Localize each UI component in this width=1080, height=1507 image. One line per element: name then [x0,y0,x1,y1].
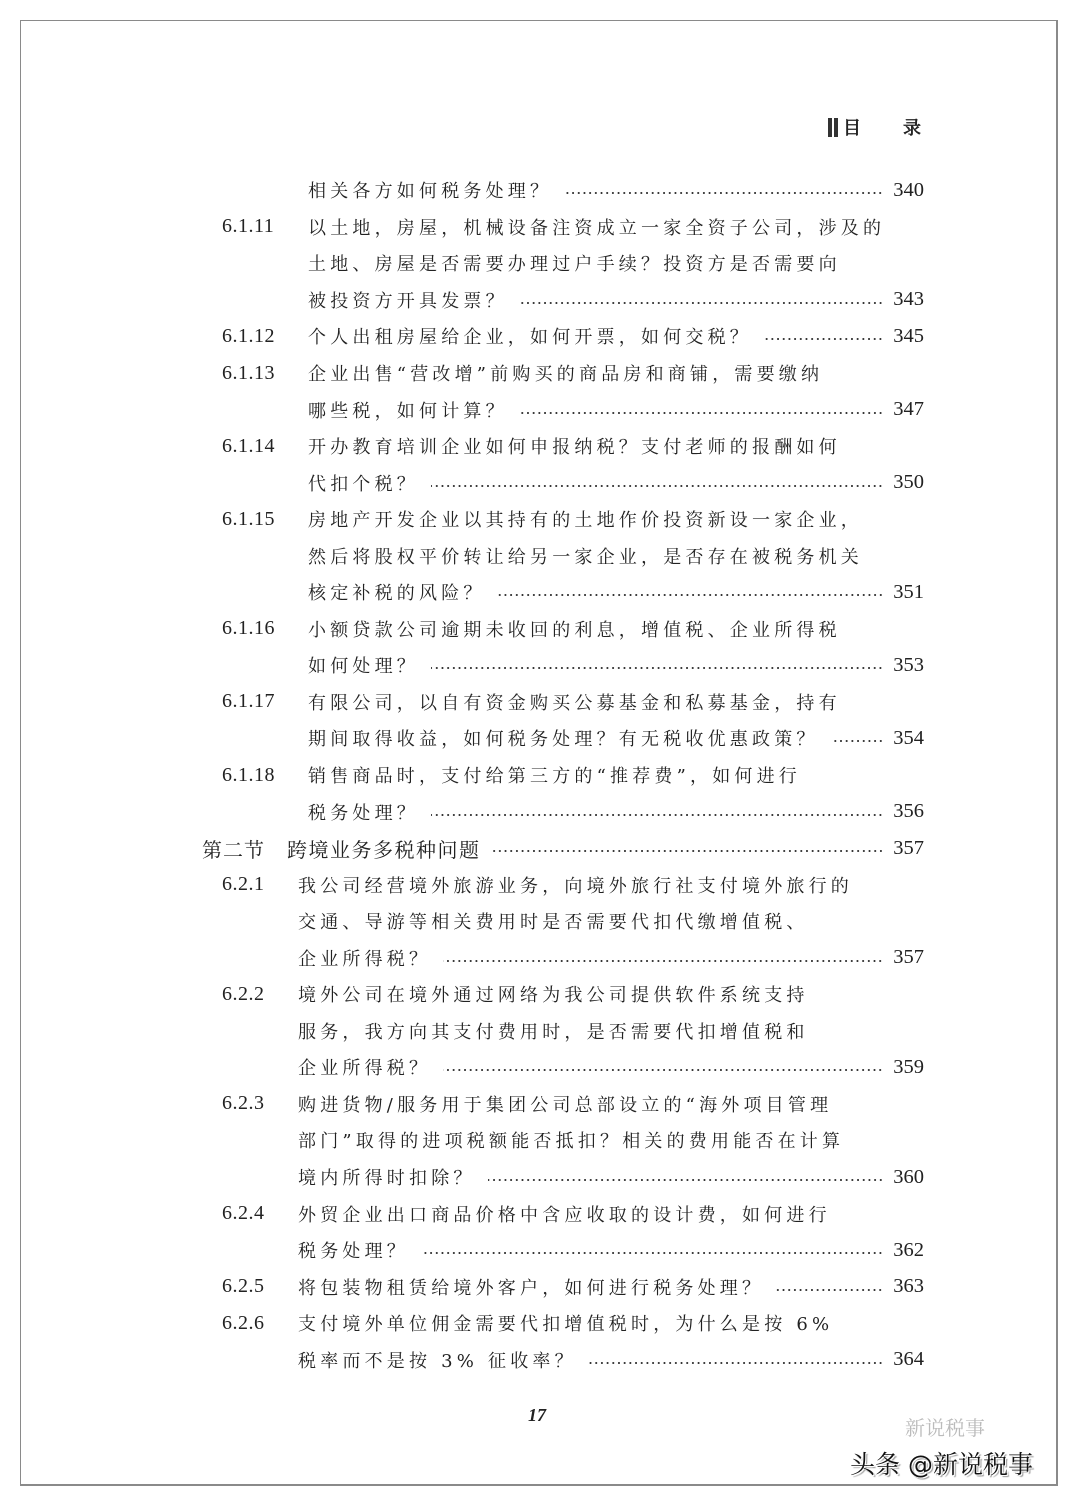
toc-entry-number: 6.1.16 [222,617,275,640]
toc-entry-number: 6.2.5 [222,1275,265,1298]
toc-entry-title: 部门”取得的进项税额能否抵扣？相关的费用能否在计算 [298,1131,845,1153]
toc-page-number: 356 [893,800,924,823]
toc-page-number: 359 [893,1055,924,1078]
toc-entry-title: 外贸企业出口商品价格中含应收取的设计费，如何进行 [298,1204,831,1226]
toc-page-number: 351 [893,580,924,603]
toc-entry-title: 境外公司在境外通过网络为我公司提供软件系统支持 [298,985,809,1007]
toc-leader-dots [443,1068,883,1072]
toc-entry-row[interactable] [0,903,1080,940]
toc-entry-number: 6.1.12 [222,324,275,347]
toc-entry-row[interactable] [0,1305,1080,1342]
toc-entry-row[interactable] [0,1342,1080,1379]
toc-entry-title: 被投资方开具发票？ [308,290,508,312]
watermark-faint: 新说税事 [905,1416,985,1440]
toc-entry-row[interactable] [0,282,1080,319]
toc-entry-title: 境内所得时扣除？ [298,1168,476,1190]
toc-entry-title: 支付境外单位佣金需要代扣增值税时，为什么是按 6% [298,1314,834,1336]
toc-entry-row[interactable] [0,1086,1080,1123]
header-bars-icon [828,118,832,137]
toc-entry-number: 6.1.14 [222,434,275,457]
toc-entry-row[interactable] [0,318,1080,355]
running-head-part1: 目 [843,118,861,139]
table-of-contents [0,172,1080,1378]
toc-page-number: 360 [893,1165,924,1188]
toc-entry-title: 核定补税的风险？ [308,583,486,605]
toc-entry-title: 代扣个税？ [308,473,419,495]
toc-entry-number: 6.2.2 [222,982,265,1005]
toc-leader-dots [431,666,883,670]
toc-entry-row[interactable] [0,1268,1080,1305]
toc-entry-title: 企业所得税？ [298,948,432,970]
toc-entry-title: 哪些税，如何计算？ [308,400,508,422]
toc-leader-dots [431,484,883,488]
toc-entry-title: 企业出售“营改增”前购买的商品房和商铺，需要缴纳 [308,364,824,385]
toc-entry-title: 服务，我方向其支付费用时，是否需要代扣增值税和 [298,1021,809,1043]
toc-entry-row[interactable] [0,611,1080,648]
toc-leader-dots [764,337,883,341]
toc-entry-title: 然后将股权平价转让给另一家企业，是否存在被税务机关 [308,546,863,568]
toc-entry-row[interactable] [0,574,1080,611]
toc-entry-number: 6.2.6 [222,1311,265,1334]
toc-page-number: 357 [893,946,924,969]
toc-entry-title: 销售商品时，支付给第三方的“推荐费”，如何进行 [308,766,802,788]
toc-entry-row[interactable] [0,1159,1080,1196]
toc-page-number: 362 [893,1238,924,1261]
toc-section-label: 第二节 [202,837,265,862]
toc-page-number: 345 [893,324,924,347]
toc-leader-dots [776,1288,883,1292]
watermark: 头条 @新说税事 [850,1450,1033,1479]
toc-entry-title: 个人出租房屋给企业，如何开票，如何交税？ [308,327,752,349]
toc-entry-title: 小额贷款公司逾期未收回的利息，增值税、企业所得税 [308,619,841,641]
toc-entry-number: 6.1.11 [222,215,275,238]
toc-entry-row[interactable] [0,976,1080,1013]
toc-entry-number: 6.1.18 [222,763,275,786]
toc-entry-title: 土地、房屋是否需要办理过户手续？投资方是否需要向 [308,254,841,276]
toc-entry-row[interactable] [0,939,1080,976]
toc-leader-dots [520,411,883,415]
toc-entry-number: 6.1.13 [222,361,275,384]
toc-leader-dots [520,301,883,305]
running-head [828,114,921,140]
toc-entry-title: 如何处理？ [308,656,419,678]
toc-entry-title: 交通、导游等相关费用时是否需要代扣代缴增值税、 [298,912,809,934]
toc-entry-row[interactable] [0,720,1080,757]
toc-entry-row[interactable] [0,1049,1080,1086]
toc-entry-title: 房地产开发企业以其持有的土地作价投资新设一家企业， [308,510,863,532]
toc-entry-number: 6.1.15 [222,507,275,530]
toc-page-number: 363 [893,1275,924,1298]
toc-entry-row[interactable] [0,245,1080,282]
toc-entry-row[interactable] [0,684,1080,721]
toc-entry-title: 税务处理？ [298,1241,409,1263]
toc-entry-title: 我公司经营境外旅游业务，向境外旅行社支付境外旅行的 [298,875,853,897]
toc-entry-title: 将包装物租赁给境外客户，如何进行税务处理？ [298,1277,765,1299]
toc-leader-dots [564,191,883,195]
toc-page-number: 343 [893,288,924,311]
toc-leader-dots [498,593,884,597]
toc-entry-row[interactable] [0,537,1080,574]
toc-section-row[interactable] [0,830,1080,867]
toc-page-number: 364 [893,1348,924,1371]
toc-entry-row[interactable] [0,1232,1080,1269]
toc-entry-row[interactable] [0,1013,1080,1050]
toc-entry-row[interactable] [0,172,1080,209]
toc-leader-dots [493,849,884,853]
toc-entry-title: 有限公司，以自有资金购买公募基金和私募基金，持有 [308,692,841,714]
toc-entry-row[interactable] [0,793,1080,830]
toc-entry-title: 企业所得税？ [298,1058,432,1080]
toc-entry-row[interactable] [0,647,1080,684]
toc-entry-number: 6.2.3 [222,1092,265,1115]
toc-leader-dots [443,959,883,963]
toc-leader-dots [488,1178,884,1182]
toc-leader-dots [421,1251,883,1255]
toc-entry-number: 6.2.4 [222,1202,265,1225]
toc-entry-number: 6.2.1 [222,873,265,896]
toc-entry-title: 税率而不是按 3% 征收率？ [298,1350,577,1372]
toc-leader-dots [831,739,884,743]
toc-entry-row[interactable] [0,866,1080,903]
toc-entry-title: 跨境业务多税种问题 [287,837,481,862]
toc-entry-row[interactable] [0,209,1080,246]
toc-page-number: 354 [893,726,924,749]
running-head-part2: 录 [903,118,921,139]
toc-entry-number: 6.1.17 [222,690,275,713]
toc-page-number: 350 [893,471,924,494]
toc-entry-title: 期间取得收益，如何税务处理？有无税收优惠政策？ [308,729,819,751]
toc-leader-dots [589,1361,883,1365]
toc-entry-row[interactable] [0,391,1080,428]
toc-page-number: 347 [893,398,924,421]
toc-entry-title: 税务处理？ [308,802,419,824]
toc-entry-row[interactable] [0,464,1080,501]
toc-page-number: 357 [893,836,924,859]
toc-entry-row[interactable] [0,1122,1080,1159]
toc-entry-row[interactable] [0,355,1080,392]
toc-page-number: 340 [893,178,924,201]
toc-entry-row[interactable] [0,501,1080,538]
page-number: 17 [528,1405,546,1425]
toc-entry-row[interactable] [0,757,1080,794]
toc-leader-dots [431,813,883,817]
toc-entry-title: 相关各方如何税务处理？ [308,181,553,203]
toc-entry-title: 购进货物/服务用于集团公司总部设立的“海外项目管理 [298,1094,833,1116]
toc-page-number: 353 [893,653,924,676]
toc-entry-title: 开办教育培训企业如何申报纳税？支付老师的报酬如何 [308,437,841,459]
toc-entry-row[interactable] [0,1195,1080,1232]
toc-entry-title: 以土地，房屋，机械设备注资成立一家全资子公司，涉及的 [308,217,886,239]
toc-entry-row[interactable] [0,428,1080,465]
